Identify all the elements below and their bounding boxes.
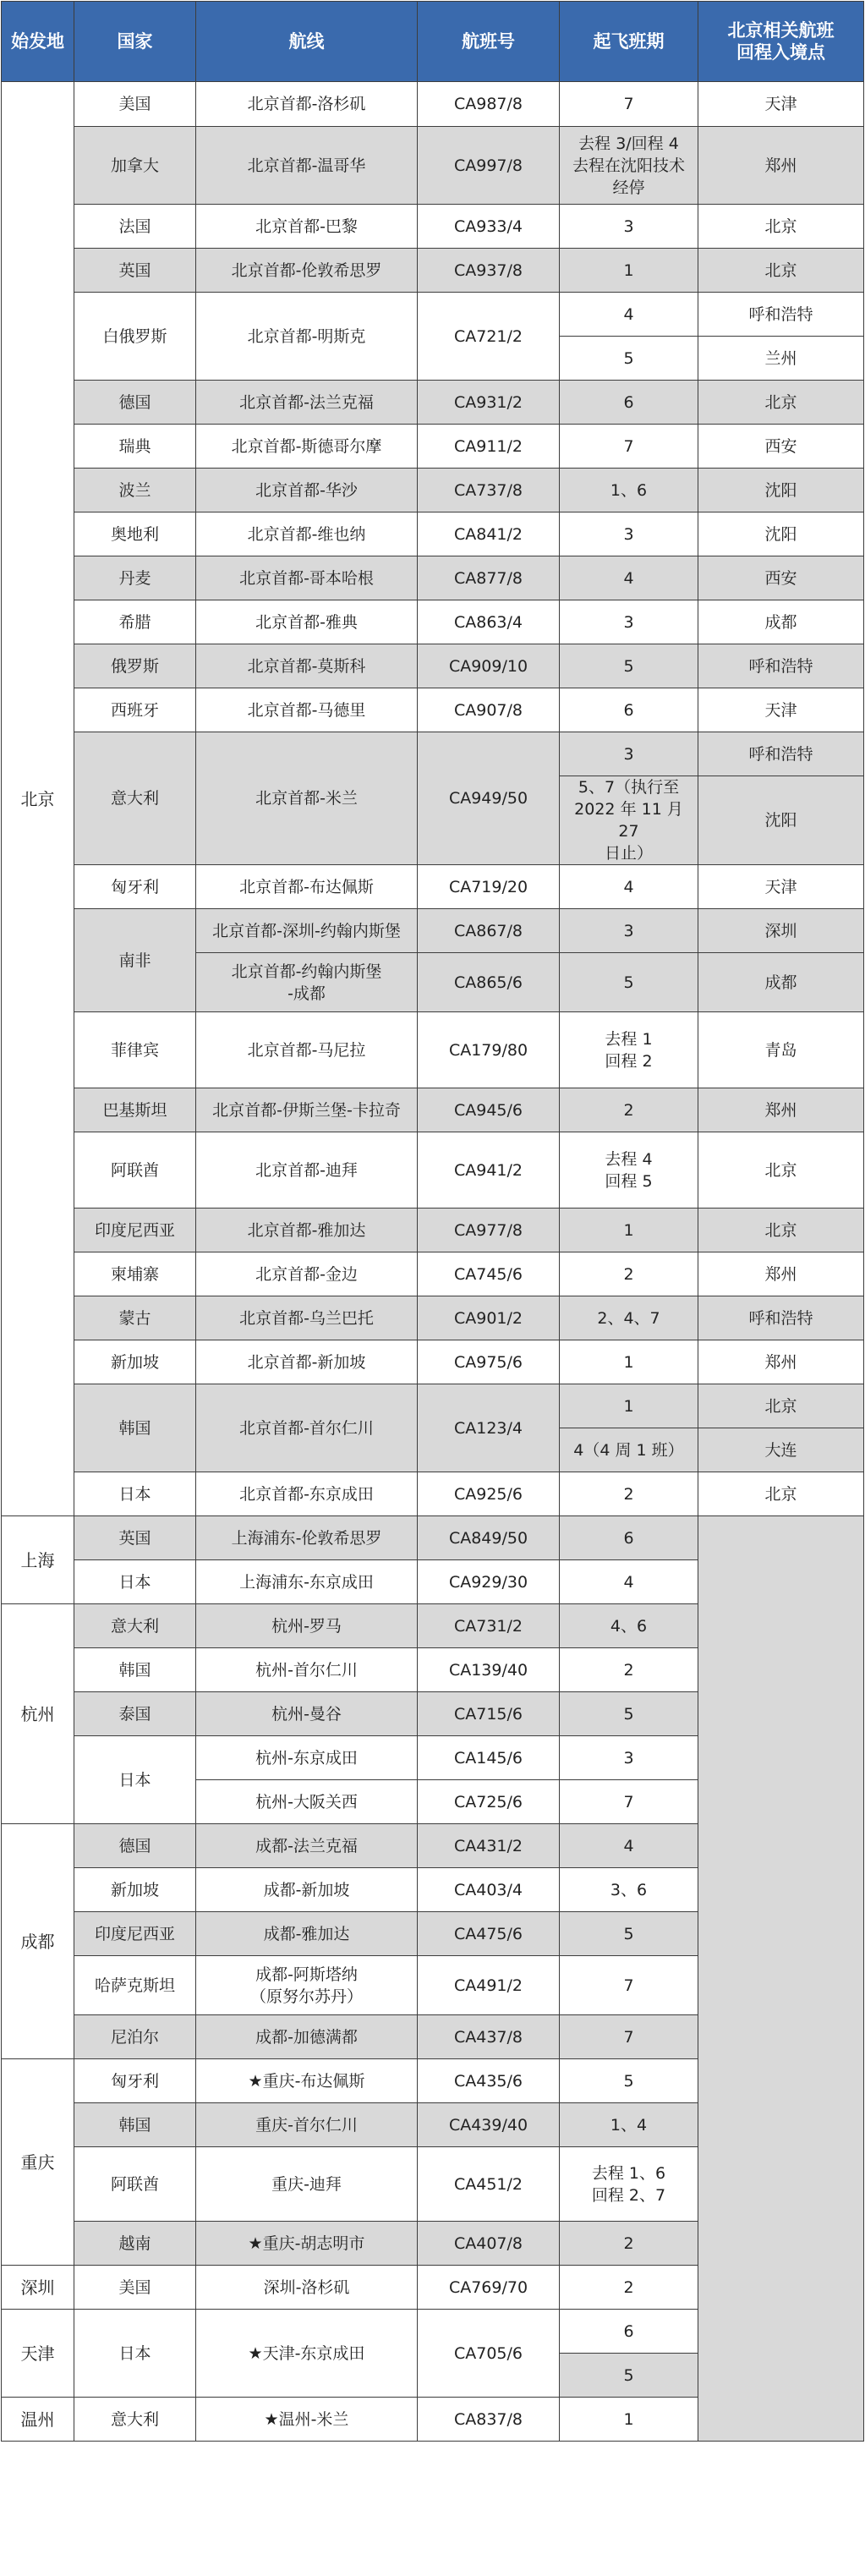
entry-point-cell: 呼和浩特 bbox=[698, 732, 864, 776]
schedule-cell: 3 bbox=[560, 600, 698, 644]
country-cell: 柬埔寨 bbox=[74, 1252, 196, 1296]
schedule-cell: 4（4 周 1 班） bbox=[560, 1428, 698, 1472]
schedule-cell: 2 bbox=[560, 1252, 698, 1296]
schedule-cell: 去程 3/回程 4 去程在沈阳技术 经停 bbox=[560, 127, 698, 205]
route-cell: 成都-法兰克福 bbox=[196, 1824, 418, 1868]
schedule-cell: 5 bbox=[560, 2059, 698, 2103]
entry-point-cell: 沈阳 bbox=[698, 469, 864, 512]
route-cell: 北京首都-布达佩斯 bbox=[196, 865, 418, 909]
route-cell: 北京首都-约翰内斯堡 -成都 bbox=[196, 953, 418, 1012]
flight-no-cell: CA911/2 bbox=[418, 425, 560, 469]
route-cell: 北京首都-维也纳 bbox=[196, 512, 418, 556]
schedule-cell: 4 bbox=[560, 1824, 698, 1868]
schedule-cell: 3 bbox=[560, 1736, 698, 1780]
entry-point-cell: 成都 bbox=[698, 600, 864, 644]
table-row bbox=[2, 127, 864, 205]
table-row bbox=[2, 688, 864, 732]
flight-no-cell: CA407/8 bbox=[418, 2222, 560, 2266]
schedule-cell: 7 bbox=[560, 425, 698, 469]
country-cell: 英国 bbox=[74, 1516, 196, 1560]
schedule-cell: 去程 1 回程 2 bbox=[560, 1012, 698, 1088]
country-cell: 阿联酋 bbox=[74, 1132, 196, 1209]
flight-no-cell: CA139/40 bbox=[418, 1648, 560, 1692]
country-cell: 瑞典 bbox=[74, 425, 196, 469]
flight-no-cell: CA705/6 bbox=[418, 2310, 560, 2398]
country-cell: 日本 bbox=[74, 1736, 196, 1824]
header-row bbox=[2, 2, 864, 82]
route-cell: 北京首都-金边 bbox=[196, 1252, 418, 1296]
table-row bbox=[2, 469, 864, 512]
entry-point-cell: 天津 bbox=[698, 688, 864, 732]
route-cell: 北京首都-马德里 bbox=[196, 688, 418, 732]
flight-no-cell: CA863/4 bbox=[418, 600, 560, 644]
schedule-cell: 6 bbox=[560, 1516, 698, 1560]
flight-no-cell: CA721/2 bbox=[418, 293, 560, 381]
country-cell: 美国 bbox=[74, 82, 196, 127]
country-cell: 白俄罗斯 bbox=[74, 293, 196, 381]
flight-no-cell: CA949/50 bbox=[418, 732, 560, 865]
flight-no-cell: CA931/2 bbox=[418, 381, 560, 425]
table-row bbox=[2, 1296, 864, 1340]
header-country: 国家 bbox=[74, 2, 196, 82]
route-cell: ★温州-米兰 bbox=[196, 2398, 418, 2442]
route-cell: 北京首都-洛杉矶 bbox=[196, 82, 418, 127]
table-row bbox=[2, 600, 864, 644]
entry-point-cell: 北京 bbox=[698, 1472, 864, 1516]
table-row bbox=[2, 1384, 864, 1428]
flight-no-cell: CA745/6 bbox=[418, 1252, 560, 1296]
flight-no-cell: CA945/6 bbox=[418, 1088, 560, 1132]
flight-schedule-table bbox=[1, 1, 864, 2442]
flight-no-cell: CA769/70 bbox=[418, 2266, 560, 2310]
country-cell: 加拿大 bbox=[74, 127, 196, 205]
flight-no-cell: CA975/6 bbox=[418, 1340, 560, 1384]
schedule-cell: 2 bbox=[560, 1088, 698, 1132]
country-cell: 日本 bbox=[74, 1560, 196, 1604]
route-cell: 北京首都-雅加达 bbox=[196, 1209, 418, 1252]
table-row bbox=[2, 1252, 864, 1296]
route-cell: 北京首都-深圳-约翰内斯堡 bbox=[196, 909, 418, 953]
entry-point-cell: 北京 bbox=[698, 205, 864, 249]
country-cell: 西班牙 bbox=[74, 688, 196, 732]
schedule-cell: 3、6 bbox=[560, 1868, 698, 1912]
entry-point-cell: 大连 bbox=[698, 1428, 864, 1472]
schedule-cell: 4、6 bbox=[560, 1604, 698, 1648]
origin-cell: 重庆 bbox=[2, 2059, 74, 2266]
schedule-cell: 6 bbox=[560, 381, 698, 425]
country-cell: 南非 bbox=[74, 909, 196, 1012]
entry-point-cell: 沈阳 bbox=[698, 776, 864, 865]
schedule-cell: 1、6 bbox=[560, 469, 698, 512]
flight-no-cell: CA877/8 bbox=[418, 556, 560, 600]
schedule-cell: 2、4、7 bbox=[560, 1296, 698, 1340]
country-cell: 韩国 bbox=[74, 1384, 196, 1472]
flight-no-cell: CA179/80 bbox=[418, 1012, 560, 1088]
header-entry-point: 北京相关航班 回程入境点 bbox=[698, 2, 864, 82]
flight-no-cell: CA737/8 bbox=[418, 469, 560, 512]
flight-no-cell: CA145/6 bbox=[418, 1736, 560, 1780]
route-cell: 北京首都-新加坡 bbox=[196, 1340, 418, 1384]
route-cell: 上海浦东-伦敦希思罗 bbox=[196, 1516, 418, 1560]
schedule-cell: 6 bbox=[560, 688, 698, 732]
table-row bbox=[2, 1088, 864, 1132]
country-cell: 法国 bbox=[74, 205, 196, 249]
entry-point-cell: 天津 bbox=[698, 865, 864, 909]
route-cell: 北京首都-米兰 bbox=[196, 732, 418, 865]
origin-cell: 深圳 bbox=[2, 2266, 74, 2310]
schedule-cell: 7 bbox=[560, 1956, 698, 2015]
flight-no-cell: CA841/2 bbox=[418, 512, 560, 556]
table-row bbox=[2, 865, 864, 909]
flight-no-cell: CA437/8 bbox=[418, 2015, 560, 2059]
table-row bbox=[2, 909, 864, 953]
schedule-cell: 3 bbox=[560, 909, 698, 953]
flight-no-cell: CA719/20 bbox=[418, 865, 560, 909]
entry-point-cell: 北京 bbox=[698, 381, 864, 425]
schedule-cell: 去程 1、6 回程 2、7 bbox=[560, 2147, 698, 2222]
header-schedule: 起飞班期 bbox=[560, 2, 698, 82]
schedule-cell: 2 bbox=[560, 1472, 698, 1516]
flight-no-cell: CA907/8 bbox=[418, 688, 560, 732]
country-cell: 印度尼西亚 bbox=[74, 1209, 196, 1252]
route-cell: 北京首都-乌兰巴托 bbox=[196, 1296, 418, 1340]
route-cell: 成都-加德满都 bbox=[196, 2015, 418, 2059]
schedule-cell: 4 bbox=[560, 293, 698, 337]
entry-point-cell: 西安 bbox=[698, 425, 864, 469]
entry-point-cell: 郑州 bbox=[698, 1252, 864, 1296]
country-cell: 丹麦 bbox=[74, 556, 196, 600]
schedule-cell: 去程 4 回程 5 bbox=[560, 1132, 698, 1209]
country-cell: 意大利 bbox=[74, 1604, 196, 1648]
country-cell: 波兰 bbox=[74, 469, 196, 512]
schedule-cell: 2 bbox=[560, 2222, 698, 2266]
entry-point-cell: 郑州 bbox=[698, 1088, 864, 1132]
country-cell: 印度尼西亚 bbox=[74, 1912, 196, 1956]
country-cell: 泰国 bbox=[74, 1692, 196, 1736]
country-cell: 新加坡 bbox=[74, 1868, 196, 1912]
flight-no-cell: CA439/40 bbox=[418, 2103, 560, 2147]
route-cell: 北京首都-迪拜 bbox=[196, 1132, 418, 1209]
table-row bbox=[2, 425, 864, 469]
schedule-cell: 1 bbox=[560, 2398, 698, 2442]
flight-no-cell: CA997/8 bbox=[418, 127, 560, 205]
route-cell: 杭州-罗马 bbox=[196, 1604, 418, 1648]
route-cell: 北京首都-雅典 bbox=[196, 600, 418, 644]
schedule-cell: 2 bbox=[560, 2266, 698, 2310]
entry-point-cell: 成都 bbox=[698, 953, 864, 1012]
table-row bbox=[2, 1472, 864, 1516]
country-cell: 蒙古 bbox=[74, 1296, 196, 1340]
flight-no-cell: CA435/6 bbox=[418, 2059, 560, 2103]
origin-cell: 天津 bbox=[2, 2310, 74, 2398]
route-cell: 北京首都-明斯克 bbox=[196, 293, 418, 381]
entry-point-cell: 呼和浩特 bbox=[698, 293, 864, 337]
country-cell: 英国 bbox=[74, 249, 196, 293]
country-cell: 希腊 bbox=[74, 600, 196, 644]
schedule-cell: 3 bbox=[560, 205, 698, 249]
entry-point-cell: 天津 bbox=[698, 82, 864, 127]
country-cell: 巴基斯坦 bbox=[74, 1088, 196, 1132]
flight-no-cell: CA865/6 bbox=[418, 953, 560, 1012]
entry-point-cell: 北京 bbox=[698, 1384, 864, 1428]
route-cell: 上海浦东-东京成田 bbox=[196, 1560, 418, 1604]
country-cell: 美国 bbox=[74, 2266, 196, 2310]
schedule-cell: 1 bbox=[560, 1340, 698, 1384]
flight-no-cell: CA715/6 bbox=[418, 1692, 560, 1736]
route-cell: 北京首都-哥本哈根 bbox=[196, 556, 418, 600]
table-row bbox=[2, 1209, 864, 1252]
header-flight-no: 航班号 bbox=[418, 2, 560, 82]
schedule-cell: 4 bbox=[560, 1560, 698, 1604]
flight-no-cell: CA909/10 bbox=[418, 644, 560, 688]
schedule-cell: 7 bbox=[560, 1780, 698, 1824]
country-cell: 意大利 bbox=[74, 732, 196, 865]
route-cell: ★天津-东京成田 bbox=[196, 2310, 418, 2398]
route-cell: 深圳-洛杉矶 bbox=[196, 2266, 418, 2310]
schedule-cell: 4 bbox=[560, 556, 698, 600]
flight-no-cell: CA123/4 bbox=[418, 1384, 560, 1472]
country-cell: 俄罗斯 bbox=[74, 644, 196, 688]
route-cell: 重庆-迪拜 bbox=[196, 2147, 418, 2222]
flight-no-cell: CA731/2 bbox=[418, 1604, 560, 1648]
entry-point-cell: 兰州 bbox=[698, 337, 864, 381]
table-row bbox=[2, 1516, 864, 1560]
table-row bbox=[2, 1340, 864, 1384]
flight-no-cell: CA867/8 bbox=[418, 909, 560, 953]
route-cell: 北京首都-伦敦希思罗 bbox=[196, 249, 418, 293]
route-cell: 北京首都-温哥华 bbox=[196, 127, 418, 205]
route-cell: 成都-阿斯塔纳 （原努尔苏丹） bbox=[196, 1956, 418, 2015]
schedule-cell: 5 bbox=[560, 337, 698, 381]
header-route: 航线 bbox=[196, 2, 418, 82]
route-cell: 杭州-大阪关西 bbox=[196, 1780, 418, 1824]
route-cell: 成都-雅加达 bbox=[196, 1912, 418, 1956]
schedule-cell: 1 bbox=[560, 249, 698, 293]
flight-no-cell: CA929/30 bbox=[418, 1560, 560, 1604]
flight-no-cell: CA403/4 bbox=[418, 1868, 560, 1912]
country-cell: 阿联酋 bbox=[74, 2147, 196, 2222]
table-row bbox=[2, 644, 864, 688]
country-cell: 越南 bbox=[74, 2222, 196, 2266]
table-row bbox=[2, 732, 864, 776]
flight-no-cell: CA941/2 bbox=[418, 1132, 560, 1209]
country-cell: 日本 bbox=[74, 2310, 196, 2398]
route-cell: 北京首都-巴黎 bbox=[196, 205, 418, 249]
entry-point-cell: 北京 bbox=[698, 249, 864, 293]
country-cell: 德国 bbox=[74, 1824, 196, 1868]
entry-point-cell: 郑州 bbox=[698, 127, 864, 205]
route-cell: ★重庆-布达佩斯 bbox=[196, 2059, 418, 2103]
country-cell: 尼泊尔 bbox=[74, 2015, 196, 2059]
schedule-cell: 7 bbox=[560, 82, 698, 127]
flight-no-cell: CA933/4 bbox=[418, 205, 560, 249]
table-row bbox=[2, 556, 864, 600]
entry-point-cell: 西安 bbox=[698, 556, 864, 600]
route-cell: 北京首都-首尔仁川 bbox=[196, 1384, 418, 1472]
country-cell: 菲律宾 bbox=[74, 1012, 196, 1088]
origin-cell: 杭州 bbox=[2, 1604, 74, 1824]
entry-point-cell: 呼和浩特 bbox=[698, 644, 864, 688]
flight-no-cell: CA901/2 bbox=[418, 1296, 560, 1340]
country-cell: 德国 bbox=[74, 381, 196, 425]
entry-point-cell: 深圳 bbox=[698, 909, 864, 953]
schedule-cell: 4 bbox=[560, 865, 698, 909]
header-origin: 始发地 bbox=[2, 2, 74, 82]
flight-no-cell: CA491/2 bbox=[418, 1956, 560, 2015]
flight-no-cell: CA977/8 bbox=[418, 1209, 560, 1252]
route-cell: 北京首都-马尼拉 bbox=[196, 1012, 418, 1088]
schedule-cell: 5 bbox=[560, 2354, 698, 2398]
schedule-cell: 5 bbox=[560, 644, 698, 688]
schedule-cell: 5 bbox=[560, 1692, 698, 1736]
flight-no-cell: CA475/6 bbox=[418, 1912, 560, 1956]
flight-no-cell: CA837/8 bbox=[418, 2398, 560, 2442]
schedule-cell: 1、4 bbox=[560, 2103, 698, 2147]
entry-point-cell: 呼和浩特 bbox=[698, 1296, 864, 1340]
table-row bbox=[2, 1012, 864, 1088]
flight-no-cell: CA451/2 bbox=[418, 2147, 560, 2222]
route-cell: 北京首都-莫斯科 bbox=[196, 644, 418, 688]
flight-no-cell: CA431/2 bbox=[418, 1824, 560, 1868]
route-cell: 北京首都-法兰克福 bbox=[196, 381, 418, 425]
entry-point-cell: 北京 bbox=[698, 1209, 864, 1252]
table-row bbox=[2, 249, 864, 293]
entry-point-cell: 北京 bbox=[698, 1132, 864, 1209]
route-cell: 杭州-东京成田 bbox=[196, 1736, 418, 1780]
schedule-cell: 1 bbox=[560, 1209, 698, 1252]
entry-point-cell: 沈阳 bbox=[698, 512, 864, 556]
entry-point-cell: 郑州 bbox=[698, 1340, 864, 1384]
entry-point-cell bbox=[698, 1516, 864, 2442]
route-cell: 北京首都-伊斯兰堡-卡拉奇 bbox=[196, 1088, 418, 1132]
country-cell: 哈萨克斯坦 bbox=[74, 1956, 196, 2015]
country-cell: 日本 bbox=[74, 1472, 196, 1516]
schedule-cell: 5 bbox=[560, 1912, 698, 1956]
schedule-cell: 3 bbox=[560, 512, 698, 556]
country-cell: 奥地利 bbox=[74, 512, 196, 556]
table-row bbox=[2, 293, 864, 337]
entry-point-cell: 青岛 bbox=[698, 1012, 864, 1088]
flight-no-cell: CA937/8 bbox=[418, 249, 560, 293]
country-cell: 韩国 bbox=[74, 2103, 196, 2147]
schedule-cell: 6 bbox=[560, 2310, 698, 2354]
origin-cell: 温州 bbox=[2, 2398, 74, 2442]
route-cell: 成都-新加坡 bbox=[196, 1868, 418, 1912]
route-cell: ★重庆-胡志明市 bbox=[196, 2222, 418, 2266]
schedule-cell: 5、7（执行至 2022 年 11 月 27 日止） bbox=[560, 776, 698, 865]
flight-no-cell: CA987/8 bbox=[418, 82, 560, 127]
table-row bbox=[2, 1132, 864, 1209]
origin-cell: 北京 bbox=[2, 82, 74, 1516]
table-body bbox=[2, 82, 864, 2442]
country-cell: 意大利 bbox=[74, 2398, 196, 2442]
flight-no-cell: CA725/6 bbox=[418, 1780, 560, 1824]
schedule-cell: 2 bbox=[560, 1648, 698, 1692]
route-cell: 北京首都-华沙 bbox=[196, 469, 418, 512]
table-row bbox=[2, 82, 864, 127]
table-row bbox=[2, 512, 864, 556]
route-cell: 杭州-首尔仁川 bbox=[196, 1648, 418, 1692]
origin-cell: 上海 bbox=[2, 1516, 74, 1604]
route-cell: 北京首都-斯德哥尔摩 bbox=[196, 425, 418, 469]
route-cell: 北京首都-东京成田 bbox=[196, 1472, 418, 1516]
schedule-cell: 1 bbox=[560, 1384, 698, 1428]
schedule-cell: 3 bbox=[560, 732, 698, 776]
route-cell: 杭州-曼谷 bbox=[196, 1692, 418, 1736]
table-row bbox=[2, 205, 864, 249]
country-cell: 匈牙利 bbox=[74, 2059, 196, 2103]
schedule-cell: 7 bbox=[560, 2015, 698, 2059]
country-cell: 韩国 bbox=[74, 1648, 196, 1692]
country-cell: 匈牙利 bbox=[74, 865, 196, 909]
table-row bbox=[2, 381, 864, 425]
country-cell: 新加坡 bbox=[74, 1340, 196, 1384]
origin-cell: 成都 bbox=[2, 1824, 74, 2059]
schedule-cell: 5 bbox=[560, 953, 698, 1012]
flight-no-cell: CA849/50 bbox=[418, 1516, 560, 1560]
route-cell: 重庆-首尔仁川 bbox=[196, 2103, 418, 2147]
flight-no-cell: CA925/6 bbox=[418, 1472, 560, 1516]
